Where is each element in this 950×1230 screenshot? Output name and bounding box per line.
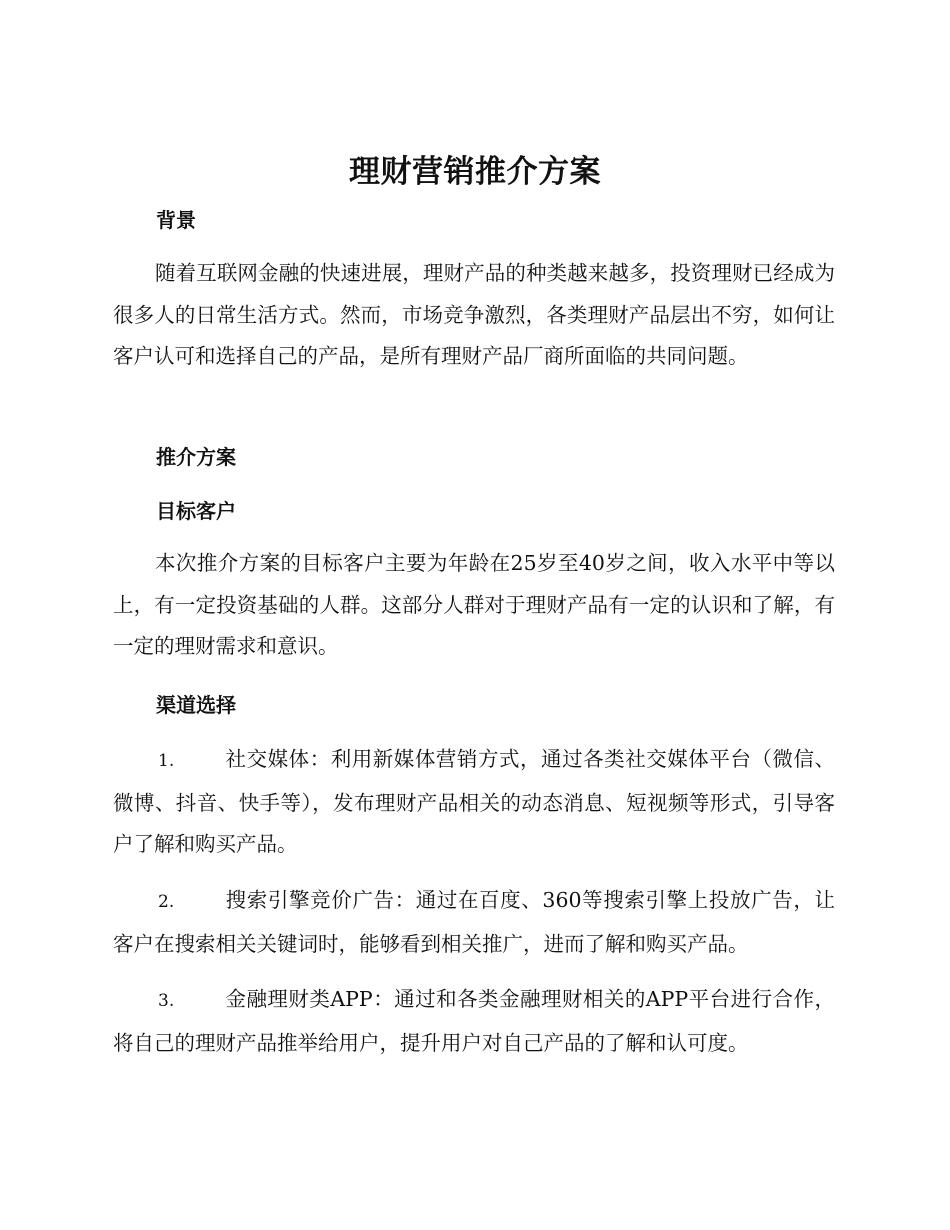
list-item <box>113 880 835 965</box>
heading-plan: 推介方案 <box>156 445 236 469</box>
heading-background: 背景 <box>156 208 196 232</box>
list-item <box>113 739 835 866</box>
list-item-number: 3. <box>158 991 175 1011</box>
list-item-text: 社交媒体：利用新媒体营销方式，通过各类社交媒体平台（微信、微博、抖音、快手等），发布理财产品相关的动态消息、短视频等形式，引导客户了解和购买产品。 <box>113 747 835 856</box>
list-item-number: 2. <box>158 892 175 912</box>
list-item-text: 搜索引擎竞价广告：通过在百度、360等搜索引擎上投放广告，让客户在搜索相关关键词时，能够看到相关推广，进而了解和购买产品。 <box>113 888 835 956</box>
document-title: 理财营销推介方案 <box>349 154 601 190</box>
list-item <box>113 979 835 1064</box>
list-item-number: 1. <box>158 751 175 771</box>
heading-target-customers: 目标客户 <box>156 499 236 523</box>
paragraph-background: 随着互联网金融的快速进展，理财产品的种类越来越多，投资理财已经成为很多人的日常生活方式。然而，市场竞争激烈，各类理财产品层出不穷，如何让客户认可和选择自己的产品，是所有理财产品厂商所面临的共同问题。 <box>113 261 835 368</box>
paragraph-target-customers: 本次推介方案的目标客户主要为年龄在25岁至40岁之间，收入水平中等以上，有一定投资基础的人群。这部分人群对于理财产品有一定的认识和了解，有一定的理财需求和意识。 <box>113 551 835 658</box>
list-item-text: 金融理财类APP：通过和各类金融理财相关的APP平台进行合作，将自己的理财产品推举给用户，提升用户对自己产品的了解和认可度。 <box>113 987 835 1055</box>
heading-channels: 渠道选择 <box>156 693 236 717</box>
